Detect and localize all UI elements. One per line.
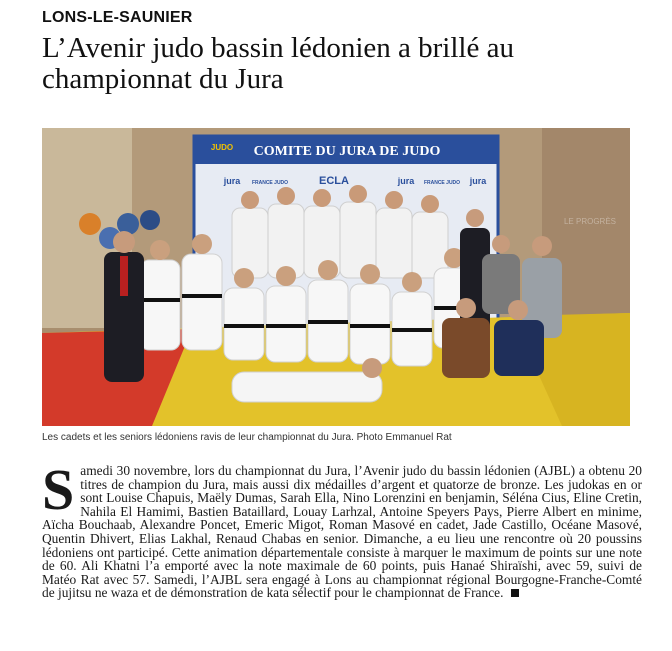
article-body <box>42 457 642 601</box>
sponsor-text-6: jura <box>469 176 487 186</box>
section-kicker: LONS-LE-SAUNIER <box>42 9 193 26</box>
banner-side-label: JUDO <box>210 143 234 152</box>
sponsor-text-4: jura <box>397 176 415 186</box>
drop-cap: S <box>42 457 75 522</box>
article-photo <box>42 128 630 426</box>
end-of-article-icon <box>511 589 519 597</box>
photo-caption: Les cadets et les seniors lédoniens ravis de leur championnat du Jura. Photo Emmanuel Rat <box>42 432 452 443</box>
banner-title: COMITE DU JURA DE JUDO <box>253 144 441 159</box>
article-text: amedi 30 novembre, lors du championnat du Jura, l’Avenir judo du bassin lédonien (AJBL) a obtenu 20 titres de champion du Jura, mais aussi dix médailles d’argent et quatorze de bronze. Les judokas en or sont Louise Chapuis, Maëly Dumas, Sarah Ella, Nino Lorenzini en benjamin, Séléna Cius, Eline Cretin, Nahila El Hamimi, Bastien Bataillard, Louay Larhzal, Antoine Speyers Pays, Pierre Albert en minime, Aïcha Bouchaab, Alexandre Poncet, Emeric Migot, Roman Masové en cadet, Jade Castillo, Océane Masové, Quentin Dhivert, Elias Lakhal, Renaud Chabas en senior. Dimanche, a eu lieu une rencontre où 20 poussins lédoniens ont participé. Cette animation départementale consiste à marquer le maximum de points sur une note de 60. Ali Khatni l’a emporté avec la note maximale de 60 points, puis Hanaé Shiraïshi, avec 59, suivi de Matéo Rat avec 57. Samedi, l’AJBL sera engagé à Lons au championnat régional Bourgogne-Franche-Comté de jujitsu ne waza et de démonstration de kata sélectif pour le championnat de France. <box>42 463 642 601</box>
sponsor-text-3: ECLA <box>319 175 349 187</box>
sponsor-text-5: FRANCE JUDO <box>423 180 461 186</box>
headline: L’Avenir judo bassin lédonien a brillé au championnat du Jura <box>42 32 514 95</box>
photo-watermark: LE PROGRÈS <box>563 217 617 226</box>
sponsor-text-1: jura <box>223 176 241 186</box>
sponsor-text-2: FRANCE JUDO <box>251 180 289 186</box>
